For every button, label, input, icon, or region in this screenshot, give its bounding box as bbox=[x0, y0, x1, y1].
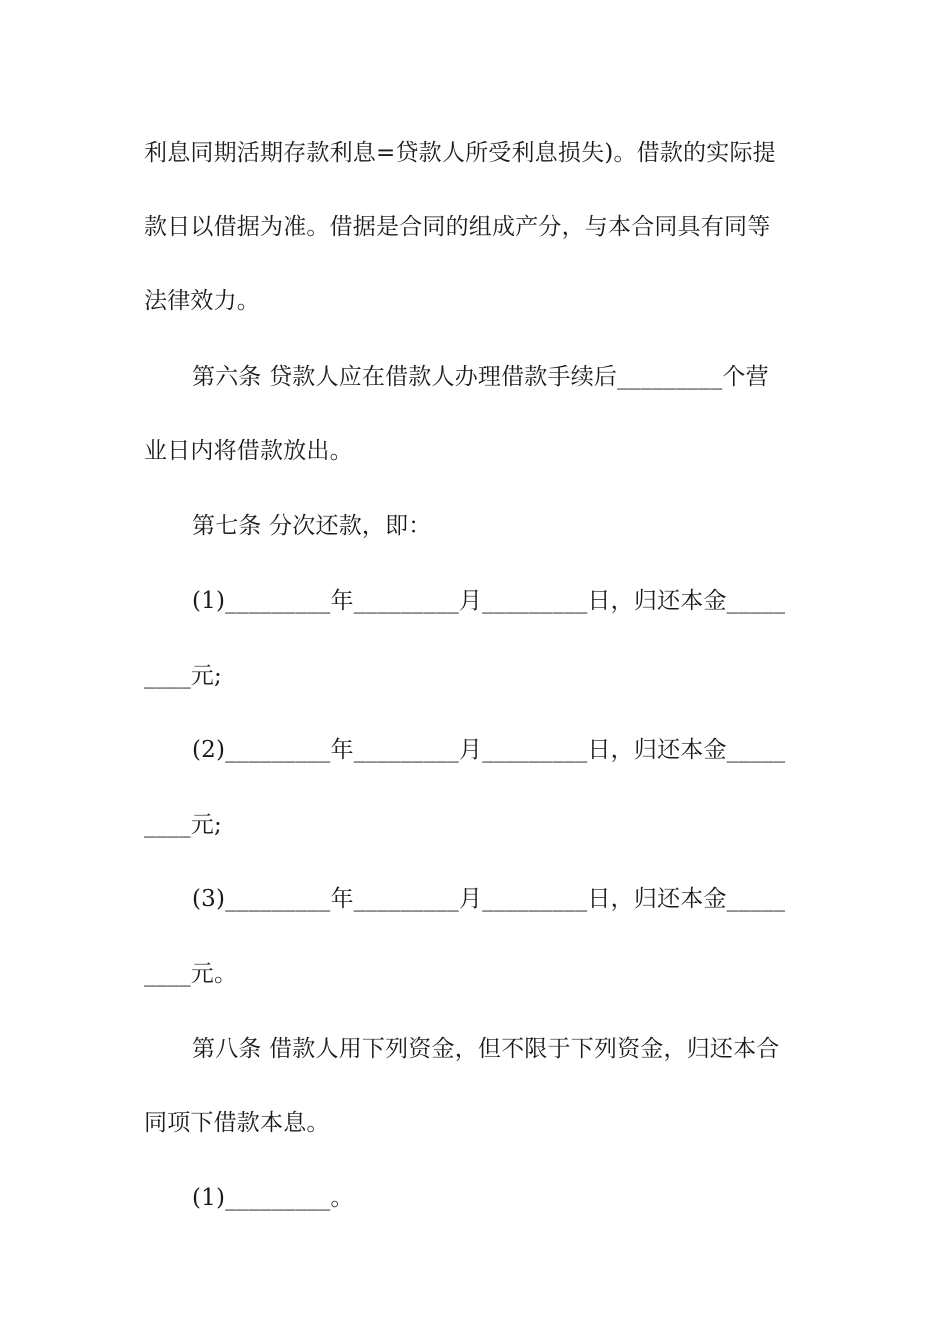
article-7-heading: 第七条 分次还款，即： bbox=[192, 513, 432, 539]
paragraph-line: 法律效力。 bbox=[144, 288, 260, 314]
repayment-item-3: (3)_________年_________月_________日，归还本金_____ bbox=[192, 886, 786, 912]
article-6-line: 第六条 贷款人应在借款人办理借款手续后_________个营 bbox=[192, 364, 769, 390]
article-8-line: 第八条 借款人用下列资金，但不限于下列资金，归还本合 bbox=[192, 1036, 780, 1062]
paragraph-line: 同项下借款本息。 bbox=[144, 1110, 330, 1136]
paragraph-line: ____元; bbox=[144, 663, 222, 689]
paragraph-line: 利息同期活期存款利息=贷款人所受利息损失)。借款的实际提 bbox=[144, 140, 776, 166]
paragraph-line: 业日内将借款放出。 bbox=[144, 438, 353, 464]
paragraph-line: ____元; bbox=[144, 812, 222, 838]
repayment-item-2: (2)_________年_________月_________日，归还本金_____ bbox=[192, 737, 786, 763]
paragraph-line: 款日以借据为准。借据是合同的组成产分，与本合同具有同等 bbox=[144, 214, 771, 240]
funding-item-1: (1)_________。 bbox=[192, 1185, 354, 1211]
paragraph-line: ____元。 bbox=[144, 961, 238, 987]
repayment-item-1: (1)_________年_________月_________日，归还本金_____ bbox=[192, 588, 786, 614]
